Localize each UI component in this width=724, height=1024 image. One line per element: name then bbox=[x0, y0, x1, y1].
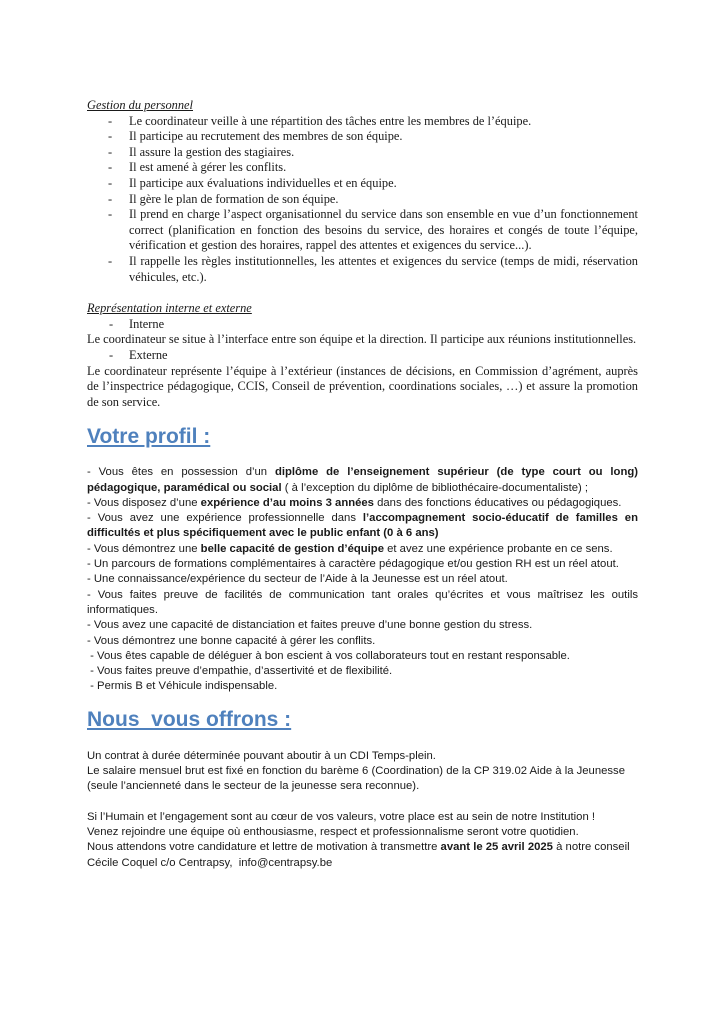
profil-item: - Vous êtes capable de déléguer à bon escient à vos collaborateurs tout en restant responsable. bbox=[87, 649, 570, 662]
list-item: - Il prend en charge l’aspect organisationnel du service dans son ensemble en vue d’un fonctionnement correct (planification en fonction des besoins du service, des horaires et congés de toute l’équipe, vérification et gestion des horaires, rappel des attentes et exigences du service...). bbox=[129, 207, 638, 254]
profil-item: - Vous démontrez une belle capacité de gestion d’équipe et avez une expérience probante en ce sens. bbox=[87, 542, 613, 555]
offre-salary: Le salaire mensuel brut est fixé en fonction du barème 6 (Coordination) de la CP 319.02 Aide à la Jeunesse (seule l’ancienneté dans le secteur de la jeunesse sera reconnue). bbox=[87, 765, 625, 793]
interne-text: Le coordinateur se situe à l’interface entre son équipe et la direction. Il participe aux réunions institutionnelles. bbox=[87, 332, 637, 347]
externe-label-line: - Externe bbox=[109, 347, 168, 362]
profil-item: - Vous êtes en possession d’un diplôme de l’enseignement supérieur (de type court ou long) pédagogique, paramédical ou social ( à l’exception du diplôme de bibliothécaire-documentaliste) ; bbox=[87, 466, 639, 494]
list-item: - Il rappelle les règles institutionnelles, les attentes et exigences du service (temps de midi, réservation véhicules, etc.). bbox=[129, 254, 638, 285]
profil-item: - Une connaissance/expérience du secteur de l’Aide à la Jeunesse est un réel atout. bbox=[87, 573, 508, 586]
profil-item: - Permis B et Véhicule indispensable. bbox=[87, 680, 278, 693]
section-title-gestion: Gestion du personnel bbox=[87, 98, 193, 112]
profil-heading: Votre profil : bbox=[87, 425, 211, 449]
section-title-representation: Représentation interne et externe bbox=[87, 301, 252, 316]
profil-item: - Vous avez une expérience professionnelle dans l’accompagnement socio-éducatif de familles en difficultés et plus spécifiquement avec le public enfant (0 à 6 ans) bbox=[87, 512, 638, 540]
profil-section bbox=[87, 465, 638, 694]
list-item: - Il assure la gestion des stagiaires. bbox=[129, 145, 638, 161]
profil-item: - Vous démontrez une bonne capacité à gérer les conflits. bbox=[87, 634, 376, 647]
interne-label: Interne bbox=[129, 316, 165, 331]
externe-label: Externe bbox=[129, 347, 168, 362]
list-item: - Il est amené à gérer les conflits. bbox=[129, 160, 638, 176]
offre-heading: Nous vous offrons : bbox=[87, 707, 292, 731]
profil-item: - Un parcours de formations complémentaires à caractère pédagogique et/ou gestion RH est un réel atout. bbox=[87, 558, 619, 571]
profil-item: - Vous faites preuve d’empathie, d’assertivité et de flexibilité. bbox=[87, 665, 393, 678]
offre-apply: Nous attendons votre candidature et lettre de motivation à transmettre avant le 25 avril 2025 à notre conseil Cécile Coquel c/o Centrapsy, info@centrapsy.be bbox=[87, 841, 633, 869]
offre-contract: Un contrat à durée déterminée pouvant aboutir à un CDI Temps-plein. bbox=[87, 749, 436, 762]
section-representation bbox=[87, 301, 638, 410]
offre-values: Si l’Humain et l’engagement sont au cœur de vos valeurs, votre place est au sein de notre Institution ! bbox=[87, 810, 596, 823]
profil-item: - Vous disposez d’une expérience d’au moins 3 années dans des fonctions éducatives ou pédagogiques. bbox=[87, 496, 622, 509]
gestion-list bbox=[87, 114, 638, 286]
offre-section bbox=[87, 749, 638, 871]
interne-label-line: - Interne bbox=[109, 316, 165, 331]
profil-item: - Vous avez une capacité de distanciation et faites preuve d’une bonne gestion du stress. bbox=[87, 619, 533, 632]
profil-item: - Vous faites preuve de facilités de communication tant orales qu’écrites et vous maîtrisez les outils informatiques. bbox=[87, 588, 638, 616]
list-item: - Le coordinateur veille à une répartition des tâches entre les membres de l’équipe. bbox=[129, 114, 638, 130]
list-item: - Il participe aux évaluations individuelles et en équipe. bbox=[129, 176, 638, 192]
list-item: - Il gère le plan de formation de son équipe. bbox=[129, 192, 638, 208]
section-gestion bbox=[87, 98, 638, 285]
list-item: - Il participe au recrutement des membres de son équipe. bbox=[129, 129, 638, 145]
externe-text: Le coordinateur représente l’équipe à l’extérieur (instances de décisions, en Commission d’agrément, auprès de l’inspectrice pédagogique, CCIS, Conseil de prévention, coordinations sociales, …) et assure la promotion de son service. bbox=[87, 363, 638, 409]
offre-team: Venez rejoindre une équipe où enthousiasme, respect et professionnalisme seront votre quotidien. bbox=[87, 825, 579, 838]
